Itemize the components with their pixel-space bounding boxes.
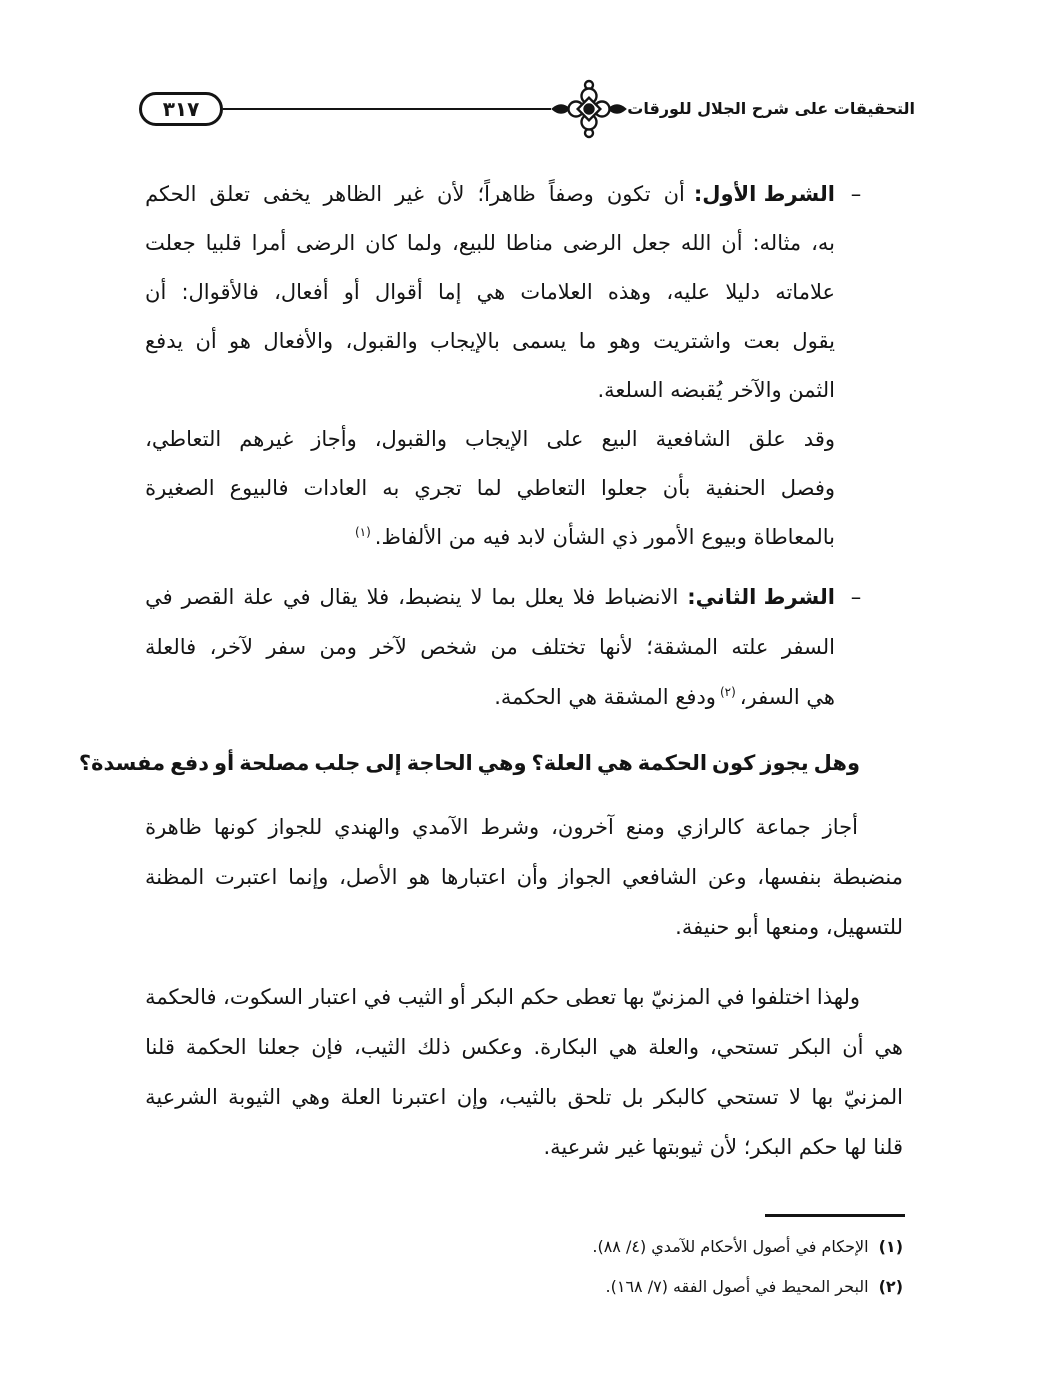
- word: واشتريت: [653, 329, 732, 353]
- question-section: [78, 738, 860, 788]
- condition-one-line-2: [145, 219, 835, 268]
- word: وفصل: [780, 476, 835, 500]
- condition-two: [145, 572, 862, 722]
- word: المشقة؛: [646, 635, 718, 659]
- condition-two-label: الشرط الثاني:: [687, 585, 835, 609]
- word: لآخر،: [209, 635, 253, 659]
- word: شخص: [420, 635, 478, 659]
- word: دليلا: [725, 280, 760, 304]
- footnote-1-text: الإحكام في أصول الأحكام للآمدي (٤/ ٨٨).: [592, 1237, 869, 1256]
- word: بها: [622, 985, 645, 1009]
- example-line-4: قلنا لها حكم البكر؛ لأن ثيوبتها غير شرعية.: [543, 1135, 903, 1159]
- word: والأفعال: [263, 329, 334, 353]
- word: جعلنا: [257, 1035, 301, 1059]
- word: أو: [449, 985, 466, 1009]
- footnote-2: [383, 1267, 903, 1307]
- word: وهل: [813, 751, 860, 775]
- word: يخفى: [262, 182, 311, 206]
- bullet-dash-1: –: [850, 182, 862, 206]
- word: بل: [621, 1085, 644, 1109]
- word: وصفاً: [548, 182, 594, 206]
- word: أن: [663, 182, 685, 206]
- word: كان: [365, 231, 397, 255]
- word: أقوال: [374, 280, 423, 304]
- word: جلب: [314, 751, 361, 775]
- word: جعلوا: [600, 476, 648, 500]
- word: لا: [470, 585, 483, 609]
- word: وهذه: [607, 280, 652, 304]
- word: تجري: [414, 476, 462, 500]
- condition-one: [145, 170, 862, 562]
- word: فالحكمة: [145, 985, 217, 1009]
- word: تلحق: [567, 1085, 612, 1109]
- word: وعكس: [461, 1035, 523, 1059]
- condition-two-line-3-end: ودفع المشقة هي الحكمة.: [494, 685, 716, 709]
- word: للجواز: [268, 815, 323, 839]
- word: ينضبط،: [398, 585, 462, 609]
- word: أو: [343, 280, 360, 304]
- word: يسمى: [512, 329, 567, 353]
- word: جعلت: [145, 231, 196, 255]
- word: عليه،: [666, 280, 711, 304]
- word: اعتبرنا: [391, 1085, 447, 1109]
- question-heading: [78, 738, 860, 788]
- word: مفسدة؟: [78, 751, 166, 775]
- footnote-ref-1: (١): [354, 525, 371, 539]
- word: تعلق: [209, 182, 250, 206]
- word: فالعلة: [145, 635, 197, 659]
- word: السكوت،: [223, 985, 304, 1009]
- word: هي: [476, 280, 506, 304]
- word: ولما: [406, 231, 443, 255]
- word: علة: [243, 585, 275, 609]
- word: بأن: [662, 476, 691, 500]
- word: غير: [395, 182, 424, 206]
- opinions-line-1: [145, 802, 903, 852]
- word: أن: [842, 1035, 864, 1059]
- word: اعتبرت: [214, 865, 278, 889]
- word: الانضباط: [604, 585, 679, 609]
- word: إما: [437, 280, 462, 304]
- footnote-1-marker: (١): [878, 1237, 903, 1256]
- word: اعتبارها: [440, 865, 506, 889]
- word: العلة؟: [531, 751, 592, 775]
- word: علته: [731, 635, 769, 659]
- page-number: ٣١٧: [139, 92, 223, 126]
- word: وهو: [608, 329, 641, 353]
- word: وعن: [707, 865, 747, 889]
- word: مثاله:: [752, 231, 802, 255]
- word: المزنيّ: [651, 985, 711, 1009]
- word: هو: [229, 329, 251, 353]
- word: العلامات: [520, 280, 593, 304]
- word: ومنع: [625, 815, 665, 839]
- word: البكر: [472, 985, 514, 1009]
- word: المزنيّ: [843, 1085, 903, 1109]
- word: وأجاز: [311, 427, 357, 451]
- word: وهي: [291, 1085, 331, 1109]
- condition-one-line-5: الثمن والآخر يُقبضه السلعة.: [597, 378, 835, 402]
- word: هي: [608, 1035, 638, 1059]
- shafii-line-3: [145, 513, 835, 562]
- word: ولهذا: [816, 985, 860, 1009]
- word: به: [382, 476, 400, 500]
- word: الله: [680, 231, 712, 255]
- word: علق: [748, 427, 786, 451]
- word: من: [490, 635, 518, 659]
- book-title: التحقيقات على شرح الجلال للورقات: [627, 99, 915, 118]
- footnotes: [383, 1227, 903, 1307]
- word: الحكمة: [637, 751, 708, 775]
- word: لا: [789, 1085, 801, 1109]
- opinions-line-3: للتسهيل، ومنعها أبو حنيفة.: [675, 915, 903, 939]
- word: هي: [874, 1035, 903, 1059]
- word: الشرعية: [145, 1085, 218, 1109]
- word: بالثيب،: [498, 1085, 558, 1109]
- shafii-line-1: [145, 415, 835, 464]
- word: وإنما: [288, 865, 329, 889]
- ornament-icon: [551, 78, 627, 140]
- word: غيرهم: [239, 427, 294, 451]
- word: علاماته: [775, 280, 835, 304]
- word: الرضى: [562, 231, 623, 255]
- word: لما: [476, 476, 502, 500]
- word: ظاهراً؛: [477, 182, 536, 206]
- word: منضبطة: [832, 865, 903, 889]
- word: حكم: [520, 985, 559, 1009]
- word: أن: [195, 329, 217, 353]
- word: لأن: [437, 182, 465, 206]
- word: دفع: [170, 751, 209, 775]
- word: فلا: [366, 585, 390, 609]
- word: الحكمة: [185, 1035, 247, 1059]
- word: البكر: [789, 1035, 832, 1059]
- word: يجوز: [760, 751, 809, 775]
- word: الثيب،: [353, 1035, 407, 1059]
- word: كالرازي: [676, 815, 744, 839]
- word: السفر: [781, 635, 835, 659]
- word: الشافعية: [655, 427, 731, 451]
- word: الثيوبة: [228, 1085, 282, 1109]
- example-line-3: [145, 1072, 903, 1122]
- word: للبيع،: [451, 231, 496, 255]
- word: جعل: [631, 231, 671, 255]
- word: يدفع: [145, 329, 184, 353]
- word: في: [283, 585, 311, 609]
- example-paragraph: [145, 972, 903, 1172]
- word: قلبيا: [205, 231, 242, 255]
- word: تستحي: [716, 1085, 779, 1109]
- word: ومن: [319, 635, 357, 659]
- word: الصغيرة: [145, 476, 215, 500]
- condition-two-line-3: [145, 672, 835, 722]
- word: البيع: [601, 427, 638, 451]
- footnote-ref-2: (٢): [719, 685, 736, 699]
- word: الحنفية: [705, 476, 766, 500]
- word: وهي: [477, 751, 527, 775]
- word: تعطى: [565, 985, 617, 1009]
- word: بعت: [743, 329, 781, 353]
- condition-two-line-1-text: [145, 572, 678, 622]
- word: أمرا: [251, 231, 287, 255]
- word: العادات: [303, 476, 368, 500]
- condition-two-line-1: [145, 572, 835, 622]
- word: الحكم: [145, 182, 197, 206]
- word: القصر: [181, 585, 235, 609]
- word: وشرط: [480, 815, 540, 839]
- word: تكون: [606, 182, 651, 206]
- word: على: [546, 427, 584, 451]
- word: يقول: [792, 329, 835, 353]
- condition-one-label: الشرط الأول:: [693, 182, 835, 206]
- word: الظاهر: [323, 182, 383, 206]
- condition-one-line-3: [145, 268, 835, 317]
- word: الحاجة: [406, 751, 473, 775]
- word: كون: [712, 751, 756, 775]
- word: تختلف: [531, 635, 586, 659]
- word: والعلة: [648, 1035, 699, 1059]
- word: هي: [596, 751, 633, 775]
- word: سفر: [266, 635, 307, 659]
- opinions-paragraph: [145, 802, 903, 952]
- footnote-1: [383, 1227, 903, 1267]
- word: بنفسها،: [757, 865, 822, 889]
- word: ما: [578, 329, 597, 353]
- word: لآخر: [370, 635, 407, 659]
- word: الجواز: [558, 865, 612, 889]
- word: المظنة: [145, 865, 205, 889]
- word: قلنا: [145, 1035, 175, 1059]
- word: جماعة: [755, 815, 811, 839]
- word: أفعال،: [274, 280, 329, 304]
- word: الأصل،: [339, 865, 398, 889]
- word: في: [145, 585, 173, 609]
- word: والقبول،: [374, 427, 447, 451]
- word: التعاطي،: [145, 427, 222, 451]
- word: يقال: [319, 585, 358, 609]
- word: تستحي،: [709, 1035, 779, 1059]
- opinions-line-2: [145, 852, 903, 902]
- word: الشافعي: [622, 865, 698, 889]
- word: لأنها: [598, 635, 633, 659]
- word: فالبيوع: [229, 476, 289, 500]
- word: البكارة.: [533, 1035, 598, 1059]
- word: بما: [491, 585, 516, 609]
- word: ظاهرة: [145, 815, 202, 839]
- word: وأن: [516, 865, 549, 889]
- word: والهندي: [334, 815, 401, 839]
- bullet-dash-2: –: [850, 585, 862, 609]
- example-line-2: [145, 1022, 903, 1072]
- word: الرضى: [296, 231, 356, 255]
- word: الإيجاب: [465, 427, 529, 451]
- word: أجاز: [822, 815, 858, 839]
- word: أن: [145, 280, 167, 304]
- word: اعتبار: [309, 985, 358, 1009]
- word: فلا: [572, 585, 596, 609]
- footnote-2-marker: (٢): [878, 1277, 903, 1296]
- footnote-2-text: البحر المحيط في أصول الفقه (٧/ ١٦٨).: [605, 1277, 869, 1296]
- header-rule: [223, 108, 551, 110]
- example-line-1: [145, 972, 903, 1022]
- word: آخرون،: [551, 815, 614, 839]
- word: كونها: [213, 815, 257, 839]
- word: وقد: [803, 427, 835, 451]
- word: إلى: [365, 751, 402, 775]
- word: يعلل: [524, 585, 564, 609]
- word: التعاطي: [516, 476, 586, 500]
- word: أو: [214, 751, 235, 775]
- condition-two-line-3-start: هي السفر،: [739, 685, 835, 709]
- word: فإن: [311, 1035, 344, 1059]
- word: هو: [408, 865, 431, 889]
- word: بالإيجاب: [430, 329, 500, 353]
- shafii-line-3-text: بالمعاطاة وبيوع الأمور ذي الشأن لابد فيه من الألفاظ.: [374, 525, 835, 549]
- word: الآمدي: [411, 815, 469, 839]
- word: أن: [721, 231, 743, 255]
- word: في: [716, 985, 745, 1009]
- word: العلة: [340, 1085, 382, 1109]
- word: به،: [811, 231, 835, 255]
- footnote-separator: [765, 1214, 905, 1217]
- condition-one-line-1-text: [145, 170, 685, 219]
- condition-one-line-4: [145, 317, 835, 366]
- word: فالأقوال:: [181, 280, 259, 304]
- word: بها: [811, 1085, 834, 1109]
- word: والقبول،: [345, 329, 418, 353]
- word: الثيب: [397, 985, 444, 1009]
- condition-two-line-2: [145, 622, 835, 672]
- word: ذلك: [417, 1035, 451, 1059]
- word: في: [363, 985, 392, 1009]
- word: وإن: [456, 1085, 489, 1109]
- running-header: [139, 78, 915, 140]
- word: اختلفوا: [751, 985, 811, 1009]
- condition-one-line-1: [145, 170, 835, 219]
- word: مصلحة: [239, 751, 310, 775]
- word: مناطا: [505, 231, 553, 255]
- word: كالبكر: [653, 1085, 707, 1109]
- shafii-line-2: [145, 464, 835, 513]
